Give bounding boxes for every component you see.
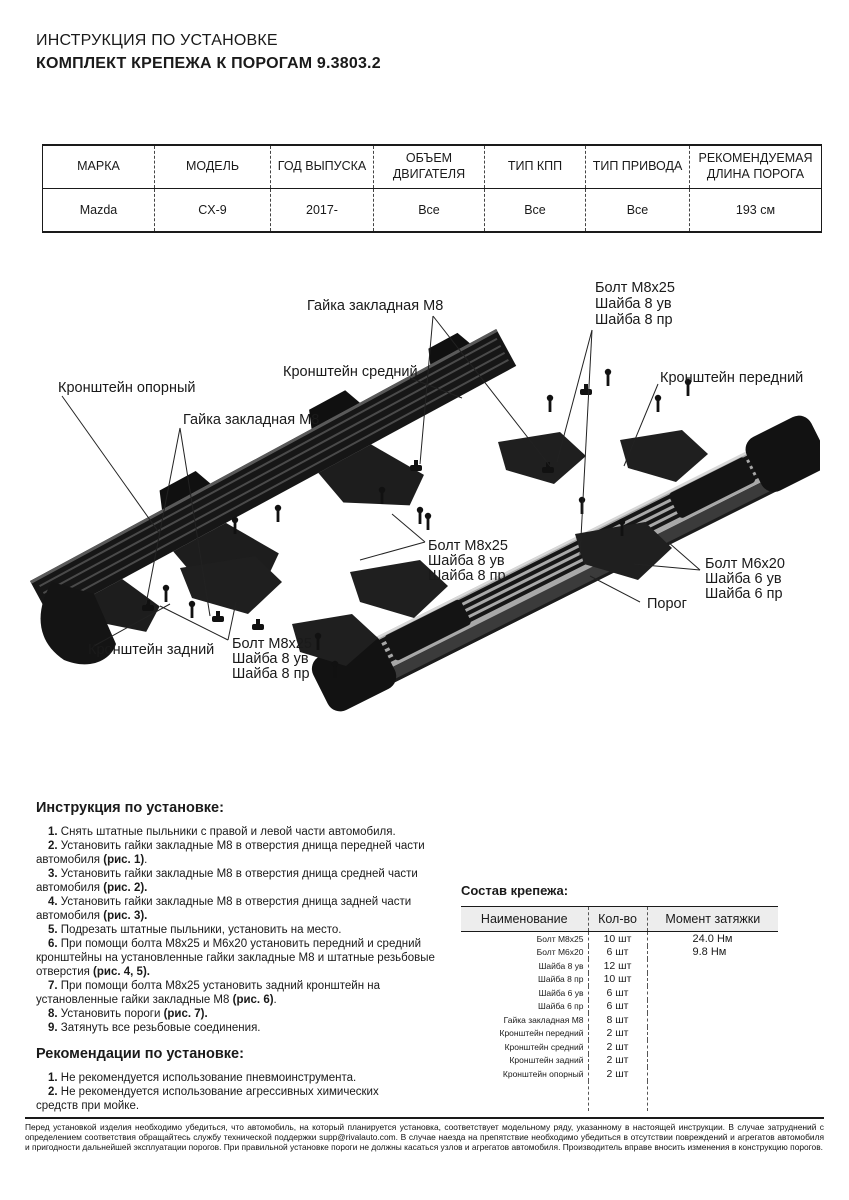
label-washer8pr-mid: Шайба 8 пр bbox=[428, 568, 506, 584]
step-number: 6. bbox=[48, 938, 58, 950]
label-bolt-m8-mid-l1: Болт М8х25 bbox=[428, 538, 508, 554]
bolt-icon bbox=[655, 395, 661, 412]
step-number: 8. bbox=[48, 1008, 58, 1020]
install-step-9 bbox=[36, 1021, 456, 1035]
step-tail: . bbox=[273, 994, 277, 1006]
bolt-icon bbox=[275, 505, 281, 522]
install-heading: Инструкция по установке: bbox=[36, 800, 224, 816]
label-washer8pr-bot: Шайба 8 пр bbox=[232, 666, 310, 682]
hardware-row bbox=[461, 959, 778, 973]
label-bolt-m6-l1: Болт М6х20 bbox=[705, 556, 785, 572]
step-figure-ref: (рис. 7). bbox=[163, 1008, 208, 1020]
install-instructions-section bbox=[36, 800, 456, 1035]
install-step-2 bbox=[36, 839, 456, 867]
col-year: ГОД ВЫПУСКА bbox=[271, 145, 374, 189]
part-qty: 2 шт bbox=[588, 1027, 647, 1041]
part-qty: 6 шт bbox=[588, 946, 647, 960]
label-bracket-middle: Кронштейн средний bbox=[283, 364, 418, 380]
item-text: Не рекомендуется использование пневмоинструмента. bbox=[57, 1072, 357, 1084]
part-name: Шайба 8 ув bbox=[538, 960, 584, 971]
title-line1: ИНСТРУКЦИЯ ПО УСТАНОВКЕ bbox=[36, 32, 278, 49]
step-figure-ref: (рис. 1) bbox=[103, 854, 145, 866]
spacer-cell bbox=[461, 1081, 588, 1111]
step-text: При помощи болта М8х25 и М6х20 установить передний и средний кронштейны на установленные гайки закладные М8 и штатные резьбовые отверстия bbox=[36, 938, 435, 978]
cell-board-length: 193 см bbox=[690, 189, 822, 233]
bolt-icon bbox=[189, 601, 195, 618]
exploded-view-diagram bbox=[30, 272, 820, 712]
part-torque bbox=[647, 1054, 778, 1068]
cell-gearbox: Все bbox=[485, 189, 586, 233]
rivet-nut-icon bbox=[580, 384, 592, 395]
part-name: Гайка закладная М8 bbox=[503, 1014, 584, 1025]
part-qty: 8 шт bbox=[588, 1013, 647, 1027]
step-number: 2. bbox=[48, 840, 58, 852]
label-washer8uv-bot: Шайба 8 ув bbox=[232, 651, 309, 667]
col-part-name: Наименование bbox=[461, 907, 588, 932]
bolt-icon bbox=[547, 395, 553, 412]
step-text: Установить гайки закладные М8 в отверстия днища задней части автомобиля bbox=[36, 896, 412, 922]
cell-drive: Все bbox=[586, 189, 690, 233]
part-torque bbox=[647, 1013, 778, 1027]
part-torque bbox=[647, 1000, 778, 1014]
part-qty: 2 шт bbox=[588, 1054, 647, 1068]
label-washer8uv-topright: Шайба 8 ув bbox=[595, 296, 672, 312]
step-number: 1. bbox=[48, 826, 58, 838]
step-text: Установить гайки закладные М8 в отверстия днища средней части автомобиля bbox=[36, 868, 418, 894]
label-bolt-m8-bot-l1: Болт М8х25 bbox=[232, 636, 312, 652]
part-name: Кронштейн передний bbox=[499, 1028, 584, 1039]
hardware-row bbox=[461, 1054, 778, 1068]
part-qty: 2 шт bbox=[588, 1040, 647, 1054]
part-name: Шайба 6 ув bbox=[538, 987, 584, 998]
recommend-item-1 bbox=[36, 1071, 396, 1085]
recommend-heading: Рекомендации по установке: bbox=[36, 1046, 244, 1062]
part-qty: 6 шт bbox=[588, 1000, 647, 1014]
step-text: Подрезать штатные пыльники, установить на место. bbox=[57, 924, 342, 936]
item-number: 1. bbox=[48, 1072, 58, 1084]
part-torque: 9.8 Нм bbox=[647, 946, 778, 960]
step-number: 7. bbox=[48, 980, 58, 992]
label-bracket-support: Кронштейн опорный bbox=[58, 380, 196, 396]
label-washer8uv-mid: Шайба 8 ув bbox=[428, 553, 505, 569]
hardware-row bbox=[461, 932, 778, 946]
part-torque bbox=[647, 1067, 778, 1081]
label-rivet-nut-top: Гайка закладная М8 bbox=[307, 298, 444, 314]
part-qty: 2 шт bbox=[588, 1067, 647, 1081]
step-text: Затянуть все резьбовые соединения. bbox=[57, 1022, 261, 1034]
step-figure-ref: (рис. 3). bbox=[103, 910, 148, 922]
recommendations-section bbox=[36, 1046, 396, 1113]
label-board: Порог bbox=[647, 596, 687, 612]
hardware-table bbox=[461, 906, 778, 1111]
label-washer6uv: Шайба 6 ув bbox=[705, 571, 782, 587]
part-torque bbox=[647, 973, 778, 987]
label-bracket-front: Кронштейн передний bbox=[660, 370, 804, 386]
bracket-front-high-part bbox=[620, 430, 708, 482]
install-step-7 bbox=[36, 979, 456, 1007]
col-board-length: РЕКОМЕНДУЕМАЯ ДЛИНА ПОРОГА bbox=[690, 145, 822, 189]
step-number: 3. bbox=[48, 868, 58, 880]
hardware-row bbox=[461, 946, 778, 960]
install-step-8 bbox=[36, 1007, 456, 1021]
col-model: МОДЕЛЬ bbox=[155, 145, 271, 189]
step-figure-ref: (рис. 4, 5). bbox=[93, 966, 150, 978]
col-brand: МАРКА bbox=[43, 145, 155, 189]
part-torque bbox=[647, 1027, 778, 1041]
hardware-row bbox=[461, 1067, 778, 1081]
install-step-1 bbox=[36, 825, 456, 839]
part-qty: 10 шт bbox=[588, 973, 647, 987]
part-name: Болт М8х25 bbox=[536, 933, 584, 944]
label-washer8pr-topright: Шайба 8 пр bbox=[595, 312, 673, 328]
col-drive: ТИП ПРИВОДА bbox=[586, 145, 690, 189]
hardware-row bbox=[461, 1000, 778, 1014]
bolt-icon bbox=[605, 369, 611, 386]
cell-model: CX-9 bbox=[155, 189, 271, 233]
hardware-row bbox=[461, 986, 778, 1000]
part-qty: 6 шт bbox=[588, 986, 647, 1000]
step-figure-ref: (рис. 2). bbox=[103, 882, 148, 894]
install-step-6 bbox=[36, 937, 456, 979]
hardware-spacer-row bbox=[461, 1081, 778, 1111]
part-name: Шайба 8 пр bbox=[538, 974, 584, 985]
step-text: При помощи болта М8х25 установить задний кронштейн на установленные гайки закладные М8 bbox=[36, 980, 381, 1006]
hardware-row bbox=[461, 973, 778, 987]
label-rivet-nut-left: Гайка закладная М8 bbox=[183, 412, 320, 428]
spacer-cell bbox=[588, 1081, 647, 1111]
hardware-row bbox=[461, 1013, 778, 1027]
hardware-row bbox=[461, 1040, 778, 1054]
step-text: Снять штатные пыльники с правой и левой части автомобиля. bbox=[57, 826, 396, 838]
bracket-mid-high-part bbox=[498, 432, 586, 484]
col-torque: Момент затяжки bbox=[647, 907, 778, 932]
bolt-icon bbox=[425, 513, 431, 530]
recommend-item-2 bbox=[36, 1085, 396, 1113]
spacer-cell bbox=[647, 1081, 778, 1111]
vehicle-table-row bbox=[43, 189, 822, 233]
step-figure-ref: (рис. 6) bbox=[232, 994, 274, 1006]
hardware-kit-section bbox=[461, 883, 778, 1111]
cell-year: 2017- bbox=[271, 189, 374, 233]
part-torque bbox=[647, 1040, 778, 1054]
vehicle-table bbox=[42, 144, 822, 233]
part-name: Кронштейн опорный bbox=[502, 1068, 584, 1079]
rivet-nut-icon bbox=[212, 611, 224, 622]
rivet-nut-icon bbox=[252, 619, 264, 630]
step-text: Установить гайки закладные М8 в отверстия днища передней части автомобиля bbox=[36, 840, 425, 866]
part-qty: 10 шт bbox=[588, 932, 647, 946]
col-engine: ОБЪЕМ ДВИГАТЕЛЯ bbox=[374, 145, 485, 189]
cell-engine: Все bbox=[374, 189, 485, 233]
step-number: 5. bbox=[48, 924, 58, 936]
part-torque bbox=[647, 959, 778, 973]
install-step-3 bbox=[36, 867, 456, 895]
part-qty: 12 шт bbox=[588, 959, 647, 973]
step-text: Установить пороги bbox=[57, 1008, 164, 1020]
col-gearbox: ТИП КПП bbox=[485, 145, 586, 189]
bolt-icon bbox=[163, 585, 169, 602]
part-torque: 24.0 Нм bbox=[647, 932, 778, 946]
col-quantity: Кол-во bbox=[588, 907, 647, 932]
document-title bbox=[36, 32, 381, 73]
install-step-5 bbox=[36, 923, 456, 937]
label-bracket-rear: Кронштейн задний bbox=[88, 642, 215, 658]
install-step-4 bbox=[36, 895, 456, 923]
step-tail: . bbox=[144, 854, 148, 866]
label-washer6pr: Шайба 6 пр bbox=[705, 586, 783, 602]
item-text: Не рекомендуется использование агрессивных химических средств при мойке. bbox=[36, 1086, 379, 1112]
vehicle-table-header-row bbox=[43, 145, 822, 189]
hardware-heading: Состав крепежа: bbox=[461, 883, 569, 898]
step-number: 4. bbox=[48, 896, 58, 908]
part-name: Шайба 6 пр bbox=[538, 1001, 584, 1012]
footer-legal-text: Перед установкой изделия необходимо убедиться, что автомобиль, на который планируется установка, соответствует модельному ряду, указанному в настоящей инструкции. В случае затруднений с определением соответствия обращайтесь службу технической поддержки supp@rivalauto.com. В случае наезда на препятствие необходимо убедиться в отсутствии повреждений и агрегатов автомобиля и пригодности дальнейшей эксплуатации порогов. При правильной установке пороги не должны касаться узлов и агрегатов автомобиля. Производитель вправе вносить изменения в конструкцию порогов. bbox=[25, 1117, 824, 1153]
part-name: Болт М6х20 bbox=[536, 947, 584, 958]
title-line2: КОМПЛЕКТ КРЕПЕЖА К ПОРОГАМ 9.3803.2 bbox=[36, 55, 381, 72]
label-bolt-m8-topright-l1: Болт М8х25 bbox=[595, 280, 675, 296]
step-number: 9. bbox=[48, 1022, 58, 1034]
part-name: Кронштейн задний bbox=[509, 1055, 584, 1066]
item-number: 2. bbox=[48, 1086, 58, 1098]
hardware-header-row bbox=[461, 907, 778, 932]
cell-brand: Mazda bbox=[79, 203, 118, 217]
part-name: Кронштейн средний bbox=[504, 1041, 584, 1052]
bolt-icon bbox=[417, 507, 423, 524]
part-torque bbox=[647, 986, 778, 1000]
hardware-row bbox=[461, 1027, 778, 1041]
